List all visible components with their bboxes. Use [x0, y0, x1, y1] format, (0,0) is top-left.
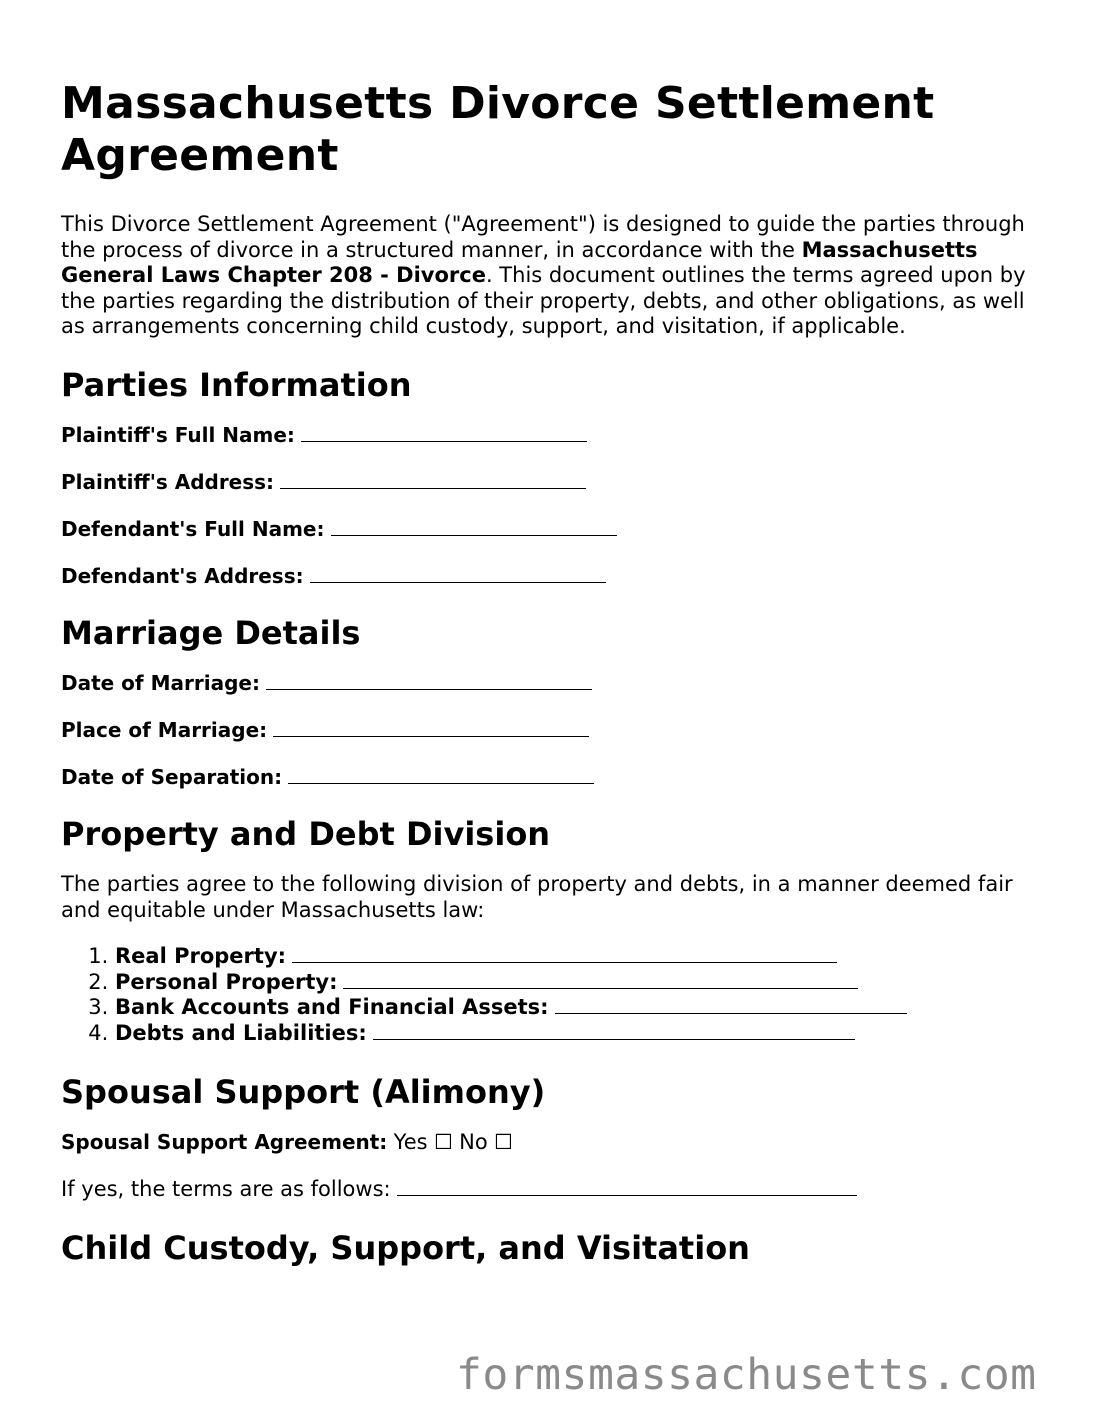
- support-terms-blank[interactable]: [397, 1177, 857, 1196]
- property-heading: Property and Debt Division: [61, 814, 551, 853]
- spousal-support-label: Spousal Support Agreement:: [61, 1129, 388, 1154]
- yes-label: Yes: [393, 1129, 428, 1154]
- plaintiff-name-field[interactable]: [61, 423, 1041, 447]
- defendant-name-blank[interactable]: [331, 517, 617, 536]
- parties-heading: Parties Information: [61, 365, 412, 404]
- child-custody-heading: Child Custody, Support, and Visitation: [61, 1229, 750, 1268]
- intro-paragraph: [61, 212, 1041, 340]
- no-checkbox[interactable]: ☐: [494, 1129, 513, 1154]
- intro-text-after: . This document outlines the terms agreed upon by the parties regarding the distribution of their property, debts, and other obligations, as well as arrangements concerning child custody, support, and visitation, if applicable.: [61, 263, 1026, 339]
- yes-checkbox[interactable]: ☐: [433, 1129, 453, 1154]
- date-of-separation-blank[interactable]: [288, 765, 594, 784]
- date-of-separation-field[interactable]: [61, 765, 1041, 789]
- plaintiff-address-label: Plaintiff's Address:: [61, 469, 275, 494]
- marriage-heading: Marriage Details: [61, 613, 361, 652]
- place-of-marriage-blank[interactable]: [273, 718, 589, 737]
- place-of-marriage-label: Place of Marriage:: [61, 717, 268, 742]
- date-of-marriage-label: Date of Marriage:: [61, 670, 260, 695]
- defendant-address-blank[interactable]: [310, 564, 606, 583]
- plaintiff-address-field[interactable]: [61, 470, 1041, 494]
- support-terms-field[interactable]: [61, 1177, 1041, 1203]
- bank-accounts-label: Bank Accounts and Financial Assets:: [115, 995, 549, 1020]
- plaintiff-name-label: Plaintiff's Full Name:: [61, 422, 295, 447]
- personal-property-blank[interactable]: [343, 970, 858, 989]
- property-list: [61, 944, 1041, 1046]
- list-item[interactable]: [115, 995, 1041, 1021]
- defendant-name-field[interactable]: [61, 517, 1041, 541]
- debts-liabilities-label: Debts and Liabilities:: [115, 1020, 367, 1045]
- spousal-support-heading: Spousal Support (Alimony): [61, 1072, 546, 1111]
- defendant-address-field[interactable]: [61, 564, 1041, 588]
- real-property-label: Real Property:: [115, 944, 287, 969]
- plaintiff-name-blank[interactable]: [301, 423, 587, 442]
- document: [61, 78, 1041, 1286]
- list-item[interactable]: [115, 970, 1041, 996]
- list-item[interactable]: [115, 1021, 1041, 1047]
- watermark-text: formsmassachusetts.com: [456, 1350, 1037, 1400]
- plaintiff-address-blank[interactable]: [280, 470, 586, 489]
- intro-text-before: This Divorce Settlement Agreement ("Agreement") is designed to guide the parties through the process of divorce in a structured manner, in accordance with the: [61, 212, 1025, 262]
- debts-liabilities-blank[interactable]: [373, 1021, 855, 1040]
- spousal-support-agreement-field: [61, 1130, 1041, 1154]
- document-title: Massachusetts Divorce Settlement Agreement: [61, 78, 935, 181]
- bank-accounts-blank[interactable]: [555, 995, 907, 1014]
- date-of-separation-label: Date of Separation:: [61, 764, 283, 789]
- date-of-marriage-field[interactable]: [61, 671, 1041, 695]
- defendant-address-label: Defendant's Address:: [61, 563, 304, 588]
- date-of-marriage-blank[interactable]: [266, 671, 592, 690]
- real-property-blank[interactable]: [292, 944, 837, 963]
- support-terms-label: If yes, the terms are as follows:: [61, 1176, 391, 1201]
- intro-law-reference: Massachusetts General Laws Chapter 208 - Divorce: [61, 237, 978, 288]
- no-label: No: [459, 1129, 488, 1154]
- place-of-marriage-field[interactable]: [61, 718, 1041, 742]
- list-item[interactable]: [115, 944, 1041, 970]
- property-intro-text: The parties agree to the following division of property and debts, in a manner deemed fair and equitable under Massachusetts law:: [61, 871, 1013, 922]
- defendant-name-label: Defendant's Full Name:: [61, 516, 325, 541]
- personal-property-label: Personal Property:: [115, 969, 338, 994]
